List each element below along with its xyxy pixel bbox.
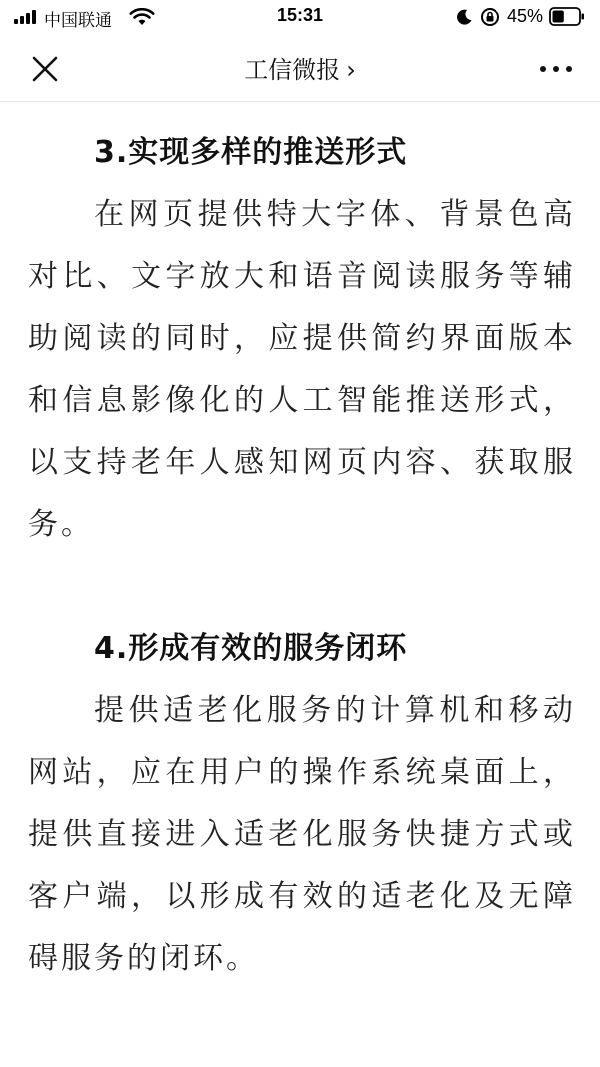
section-heading: 4.形成有效的服务闭环 (94, 631, 408, 666)
rotation-lock-icon (480, 7, 500, 27)
section-paragraph: 提供适老化服务的计算机和移动网站，应在用户的操作系统桌面上，提供直接进入适老化服务快捷方式或客户端，以形成有效的适老化及无障碍服务的闭环。 (28, 693, 576, 976)
carrier-name: 中国联通 (44, 11, 112, 31)
article-section (28, 134, 576, 556)
status-bar (0, 0, 600, 34)
battery-percent: 45% (507, 6, 544, 26)
chevron-right-icon: › (346, 56, 356, 84)
nav-bar (0, 34, 600, 102)
section-paragraph: 在网页提供特大字体、背景色高对比、文字放大和语音阅读服务等辅助阅读的同时，应提供简约界面版本和信息影像化的人工智能推送形式，以支持老年人感知网页内容、获取服务。 (28, 197, 576, 542)
article-section (28, 630, 576, 990)
status-time: 15:31 (276, 5, 324, 25)
moon-icon (455, 8, 473, 26)
battery-icon (549, 7, 585, 26)
account-title-link[interactable] (0, 50, 600, 85)
account-title: 工信微报 (244, 56, 341, 84)
section-heading: 3.实现多样的推送形式 (94, 135, 408, 170)
more-icon[interactable] (536, 58, 576, 78)
